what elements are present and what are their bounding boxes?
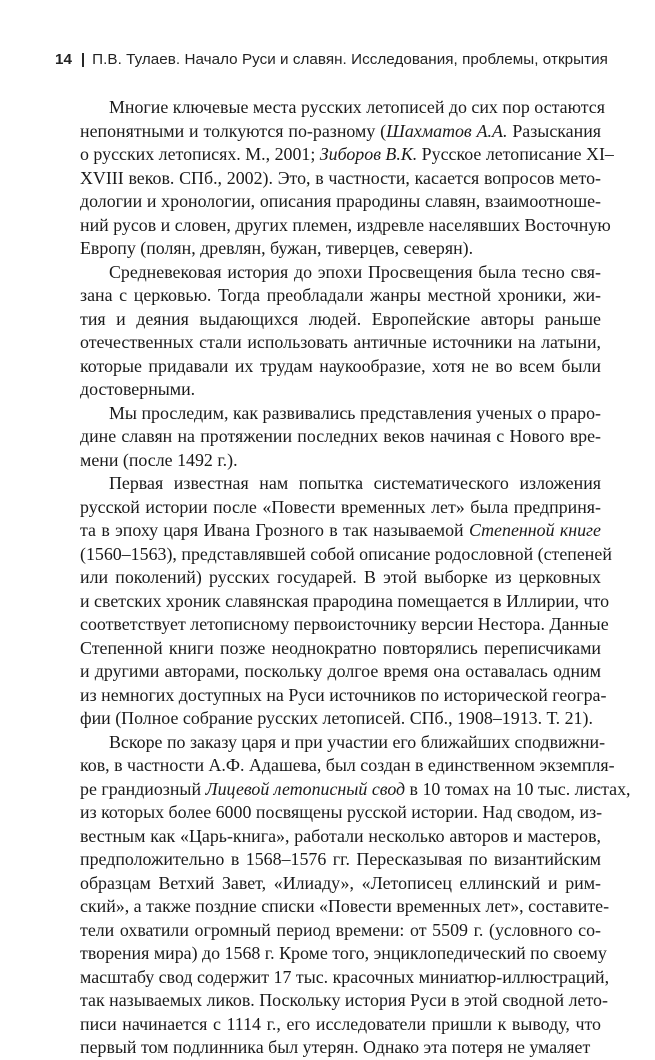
text-run: о русских летописях. М., 2001; — [80, 144, 320, 164]
text-line — [80, 613, 609, 637]
text-run: Русское летописание XI– — [417, 144, 614, 164]
italic-text: Зиборов В.К. — [319, 144, 418, 164]
page-number: 14 — [55, 51, 72, 68]
text-line — [80, 96, 605, 120]
text-line — [80, 966, 610, 990]
running-title: П.В. Тулаев. Начало Руси и славян. Исследования, проблемы, открытия — [92, 51, 608, 68]
running-header — [55, 47, 615, 73]
text-line — [80, 237, 601, 261]
text-line — [80, 472, 601, 496]
paragraph — [80, 96, 614, 261]
text-run: так называемых ликов. Поскольку история Руси в этой сводной лето- — [80, 990, 608, 1010]
text-line — [80, 214, 611, 238]
text-line — [80, 989, 608, 1013]
text-run: ний русов и словен, других племен, издревле населявших Восточную — [80, 214, 611, 235]
body-text — [80, 96, 631, 1060]
paragraph — [80, 261, 601, 402]
text-run: русской истории после «Повести временных лет» была предприня- — [80, 496, 601, 517]
text-run: ский», а также поздние списки «Повести временных лет», составите- — [80, 896, 610, 916]
text-run: дологии и хронологии, описания прародины славян, взаимоотноше- — [80, 191, 601, 211]
text-line — [80, 919, 601, 943]
text-run: из немногих доступных на Руси источников по исторической геогра- — [80, 684, 607, 705]
text-run: тели охватили огромный период времени: от 5509 г. (условного со- — [80, 919, 601, 940]
text-line — [80, 167, 601, 191]
text-line — [80, 261, 601, 285]
text-run: в 10 томах на 10 тыс. листах, — [405, 778, 631, 799]
text-line — [80, 284, 601, 308]
text-run: достоверными. — [80, 379, 196, 399]
text-run: и другими авторами, поскольку долгое время она оставалась одним — [80, 661, 601, 681]
text-line — [80, 331, 601, 355]
text-run: творения мира) до 1568 г. Кроме того, энциклопедический по своему — [80, 943, 607, 963]
text-run: Степенной книги позже неоднократно повторялись переписчиками — [80, 637, 601, 658]
text-run: или поколений) русских государей. В этой выборке из церковных — [80, 567, 601, 587]
italic-text: Степенной книге — [468, 520, 601, 540]
text-run: (1560–1563), представлявшей собой описание родословной (степеней — [80, 543, 612, 564]
text-line — [80, 754, 615, 778]
text-line — [80, 872, 601, 896]
text-run: писи начинается с 1114 г., его исследователи пришли к выводу, что — [80, 1013, 601, 1034]
text-run: фии (Полное собрание русских летописей. СПб., 1908–1913. Т. 21). — [80, 708, 593, 728]
text-line — [80, 425, 601, 449]
text-line — [80, 1036, 601, 1060]
text-run: мени (после 1492 г.). — [80, 449, 238, 470]
text-run: Европу (полян, древлян, бужан, тиверцев, северян). — [80, 238, 474, 258]
text-line — [80, 801, 601, 825]
paragraph — [80, 402, 601, 473]
text-run: Мы проследим, как развивались представления ученых о праро- — [109, 402, 601, 423]
text-line — [80, 449, 601, 473]
text-line — [80, 660, 601, 684]
text-run: дине славян на протяжении последних веков начиная с Нового вре- — [80, 426, 601, 446]
text-run: из которых более 6000 посвящены русской истории. Над сводом, из- — [80, 802, 603, 822]
text-line — [80, 731, 606, 755]
text-run: первый том подлинника был утерян. Однако эта потеря не умаляет — [80, 1037, 591, 1057]
text-line — [80, 637, 601, 661]
text-line — [80, 496, 601, 520]
text-run: та в эпоху царя Ивана Грозного в так называемой — [80, 520, 469, 540]
text-run: Вскоре по заказу царя и при участии его ближайших сподвижни- — [109, 731, 606, 752]
text-run: которые придавали их трудам наукообразие, хотя не во всем были — [80, 355, 601, 376]
text-line — [80, 378, 601, 402]
text-run: Многие ключевые места русских летописей до сих пор остаются — [109, 97, 605, 117]
text-line — [80, 707, 601, 731]
text-line — [80, 190, 601, 214]
text-line — [80, 143, 614, 167]
text-line — [80, 1013, 601, 1037]
text-run: непонятными и толкуются по-разному ( — [80, 120, 387, 141]
text-run: ков, в частности А.Ф. Адашева, был создан в единственном экземпля- — [80, 755, 615, 775]
text-run: тия и деяния выдающихся людей. Европейские авторы раньше — [80, 308, 601, 329]
paragraph — [80, 731, 631, 1060]
text-line — [80, 848, 601, 872]
text-run: предположительно в 1568–1576 гг. Пересказывая по византийским — [80, 849, 601, 869]
text-run: соответствует летописному первоисточнику версии Нестора. Данные — [80, 614, 609, 634]
text-line — [80, 942, 607, 966]
text-run: образцам Ветхий Завет, «Илиаду», «Летописец еллинский и рим- — [80, 872, 601, 893]
text-run: Разыскания — [507, 120, 601, 141]
text-line — [80, 120, 601, 144]
text-line — [80, 895, 610, 919]
paragraph — [80, 472, 612, 731]
text-line — [80, 355, 601, 379]
italic-text: Шахматов А.А. — [386, 120, 508, 141]
text-run: XVIII веков. СПб., 2002). Это, в частности, касается вопросов мето- — [80, 167, 601, 188]
text-run: Первая известная нам попытка систематического изложения — [109, 473, 601, 493]
italic-text: Лицевой летописный свод — [205, 778, 406, 799]
text-line — [80, 566, 601, 590]
text-run: ре грандиозный — [80, 778, 206, 799]
text-line — [80, 402, 601, 426]
text-run: масштабу свод содержит 17 тыс. красочных миниатюр-иллюстраций, — [80, 966, 610, 987]
text-line — [80, 543, 612, 567]
text-run: отечественных стали использовать античные источники на латыни, — [80, 332, 601, 352]
text-run: зана с церковью. Тогда преобладали жанры местной хроники, жи- — [80, 285, 601, 305]
text-line — [80, 308, 601, 332]
text-line — [80, 825, 601, 849]
text-line — [80, 684, 607, 708]
text-run: и светских хроник славянская прародина помещается в Иллирии, что — [80, 590, 610, 611]
header-separator: | — [80, 51, 86, 68]
text-run: вестным как «Царь-книга», работали несколько авторов и мастеров, — [80, 825, 601, 846]
text-line — [80, 778, 631, 802]
text-line — [80, 590, 610, 614]
text-run: Средневековая история до эпохи Просвещения была тесно свя- — [109, 261, 601, 282]
text-line — [80, 519, 601, 543]
